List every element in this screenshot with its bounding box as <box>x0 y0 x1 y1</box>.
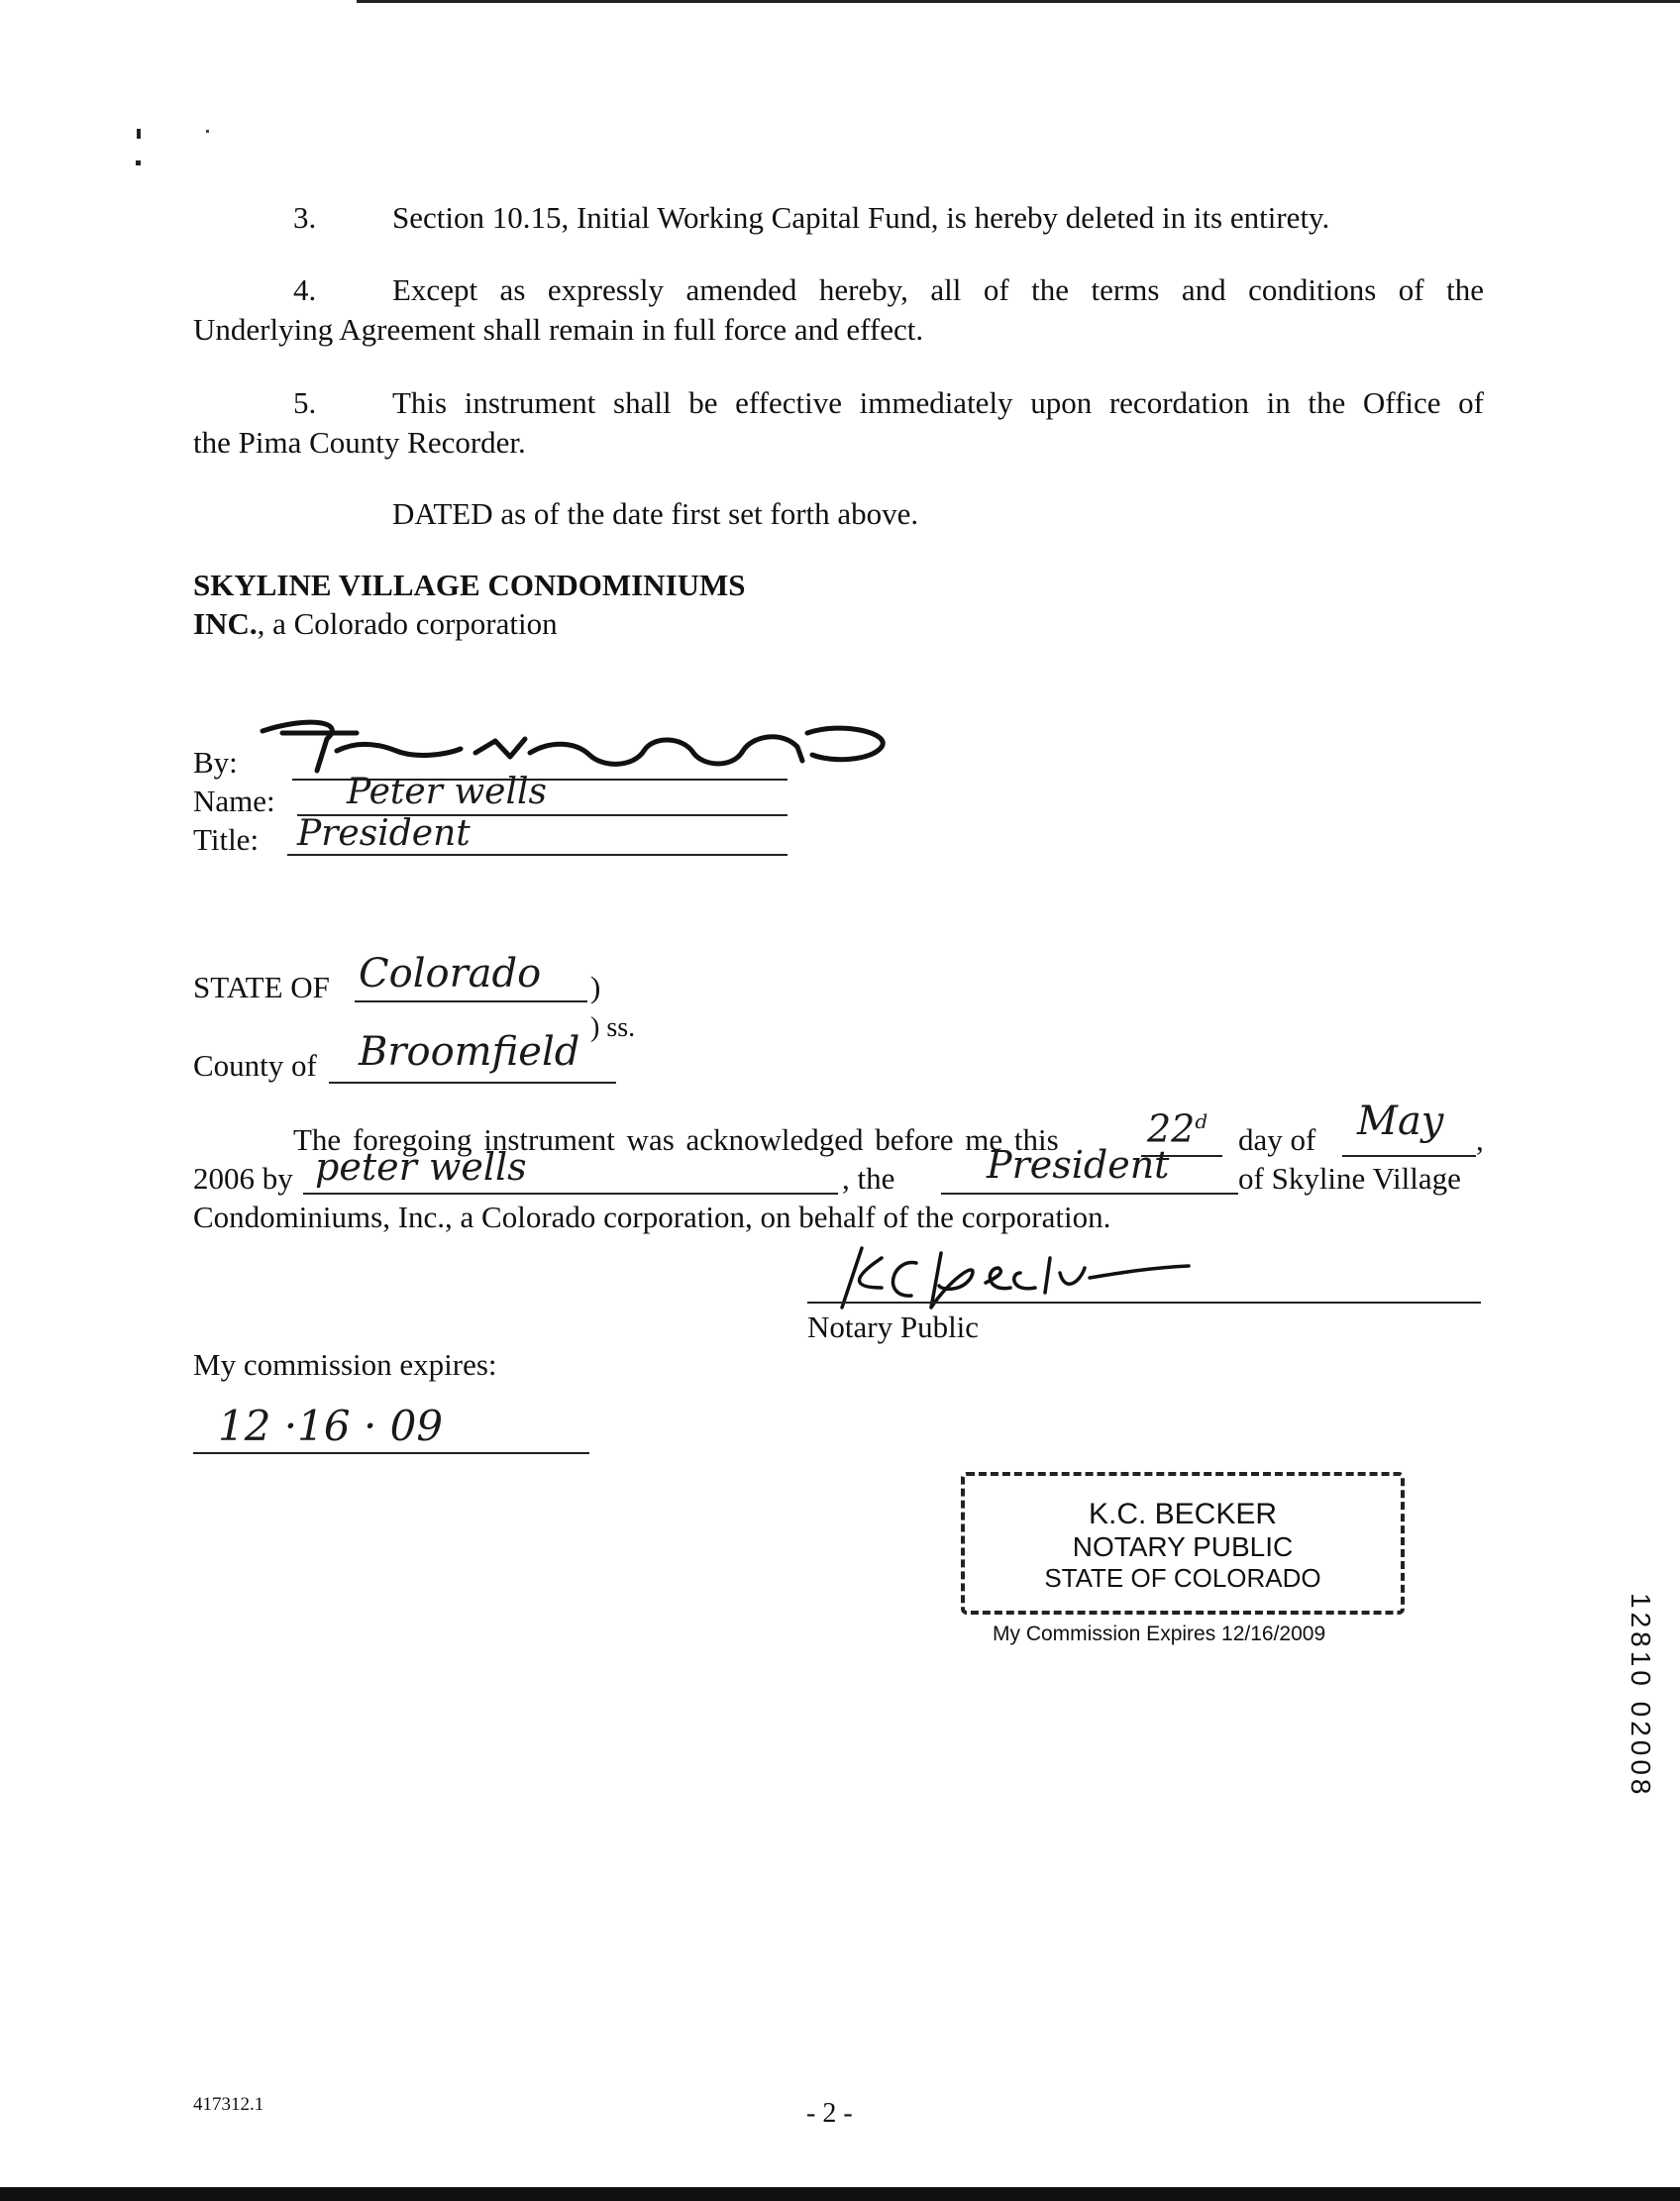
person-value: peter wells <box>315 1145 527 1189</box>
scan-mark <box>206 130 209 133</box>
state-label: STATE OF <box>193 970 330 1004</box>
entity-description <box>193 604 558 644</box>
title-label: Title: <box>193 822 260 857</box>
ack-day-of: day of <box>1238 1122 1316 1157</box>
ack-line-2-end: of Skyline Village <box>1238 1161 1461 1196</box>
state-paren: ) <box>590 970 601 1004</box>
ack-line-3: Condominiums, Inc., a Colorado corporation, on behalf of the corporation. <box>193 1200 1111 1234</box>
paragraph-5-number: 5. <box>293 385 317 420</box>
paragraph-5-line-1: This instrument shall be effective immediately upon recordation in the Office of <box>392 385 1484 420</box>
ss-mark: ) ss. <box>590 1012 636 1043</box>
recording-number: 12810 02008 <box>1626 1593 1656 1799</box>
paragraph-3-number: 3. <box>293 200 317 235</box>
notary-label: Notary Public <box>807 1310 980 1344</box>
stamp-state: STATE OF COLORADO <box>1044 1563 1321 1593</box>
notary-signature-line <box>807 1302 1481 1304</box>
day-number: 22 <box>1147 1106 1196 1151</box>
by-label: By: <box>193 745 238 780</box>
day-value <box>1147 1101 1208 1149</box>
scan-mark <box>136 160 141 165</box>
entity-inc-rest: , a Colorado corporation <box>257 606 558 641</box>
ack-comma: , <box>1476 1122 1484 1157</box>
ack-line-2-start: 2006 by <box>193 1161 293 1196</box>
title-value: President <box>297 813 471 854</box>
paragraph-4-line-2: Underlying Agreement shall remain in full force and effect. <box>193 312 924 347</box>
county-value: Broomfield <box>359 1029 580 1075</box>
stamp-name: K.C. BECKER <box>1088 1498 1278 1530</box>
stamp-title: NOTARY PUBLIC <box>1072 1531 1294 1562</box>
month-value: May <box>1357 1099 1444 1144</box>
role-value: President <box>987 1143 1170 1187</box>
dated-line: DATED as of the date first set forth above. <box>392 496 919 531</box>
notary-signature <box>822 1238 1218 1317</box>
scan-bottom-border <box>0 2187 1680 2201</box>
scan-top-border <box>357 0 1680 3</box>
notary-stamp <box>961 1472 1405 1615</box>
president-signature <box>248 711 911 781</box>
document-id: 417312.1 <box>193 2094 264 2115</box>
stamp-expires: My Commission Expires 12/16/2009 <box>993 1623 1326 1645</box>
day-suffix: d <box>1195 1109 1208 1133</box>
paragraph-4-number: 4. <box>293 272 317 307</box>
county-label: County of <box>193 1048 317 1083</box>
state-value: Colorado <box>359 951 542 996</box>
name-value: Peter wells <box>347 772 547 812</box>
commission-value: 12 ·16 · 09 <box>218 1402 444 1450</box>
ack-the: , the <box>842 1161 895 1196</box>
page-number: - 2 - <box>806 2098 853 2129</box>
entity-inc: INC. <box>193 606 258 641</box>
paragraph-4-line-1: Except as expressly amended hereby, all of the terms and conditions of the <box>392 272 1484 307</box>
entity-name: SKYLINE VILLAGE CONDOMINIUMS <box>193 568 746 602</box>
name-label: Name: <box>193 784 275 818</box>
commission-label: My commission expires: <box>193 1347 497 1382</box>
paragraph-5-line-2: the Pima County Recorder. <box>193 425 526 460</box>
ack-line-1-start: The foregoing instrument was acknowledged before me this <box>293 1122 1059 1157</box>
paragraph-3-text: Section 10.15, Initial Working Capital Fund, is hereby deleted in its entirety. <box>392 200 1330 235</box>
scan-mark <box>137 129 141 139</box>
